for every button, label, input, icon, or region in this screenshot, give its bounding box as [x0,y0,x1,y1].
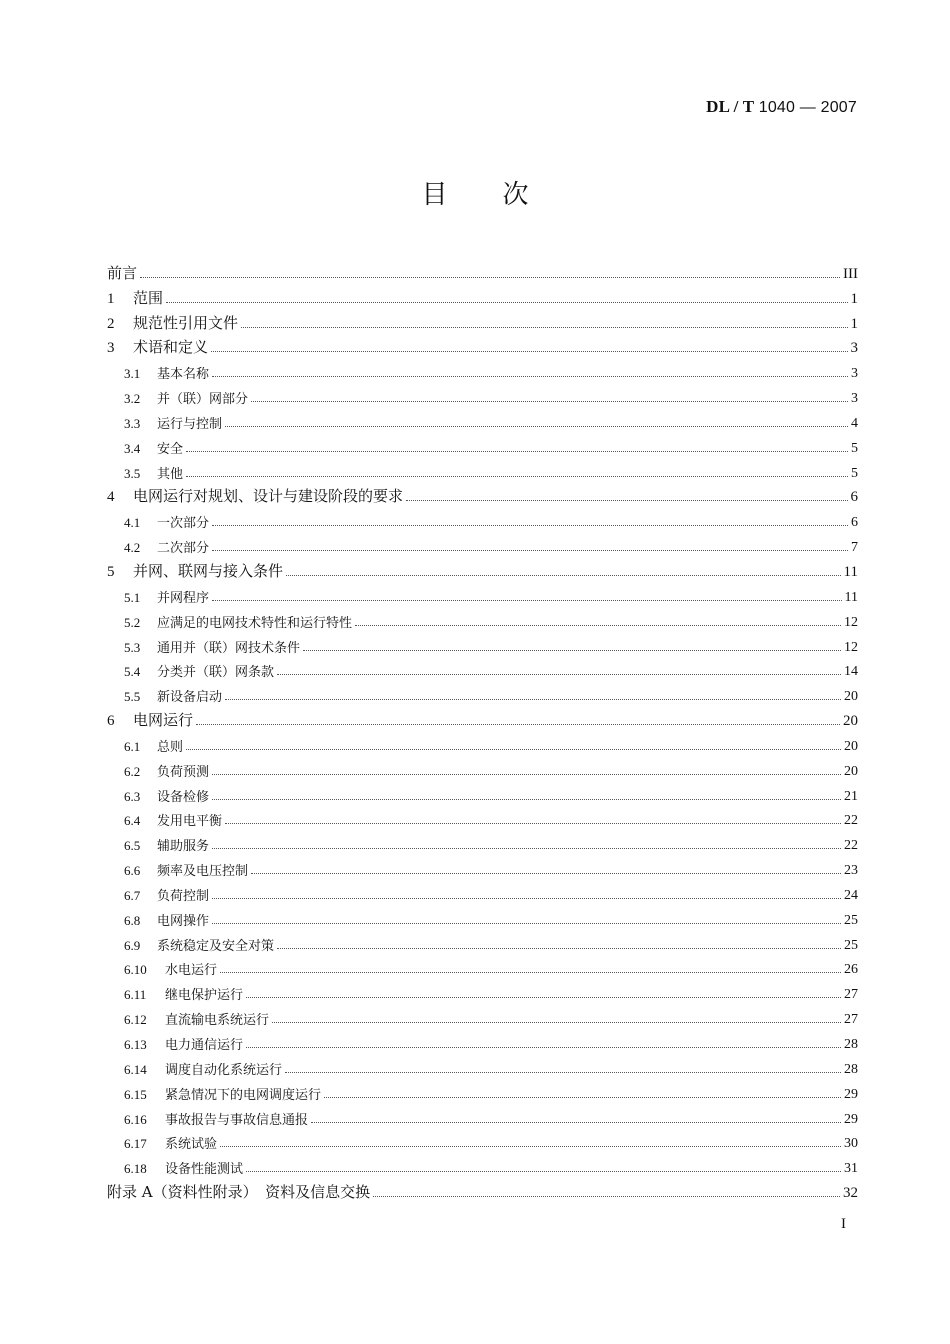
toc-entry-number: 4 [107,489,115,506]
toc-entry[interactable] [107,1103,858,1128]
toc-entry-page: 6 [851,515,858,531]
toc-entry[interactable] [107,780,858,805]
toc-entry-label: 二次部分 [157,541,210,557]
toc-entry-number: 5.3 [124,639,141,655]
toc-entry[interactable] [107,606,858,631]
toc-entry-number: 5.1 [124,589,141,605]
toc-leader-dots [212,847,841,849]
toc-entry-number: 3.3 [124,415,141,431]
toc-entry-label: 并（联）网部分 [157,392,249,408]
toc-entry-number: 6.1 [124,738,141,754]
toc-entry-page: 27 [844,1012,858,1028]
toc-leader-dots [251,872,841,874]
toc-leader-dots [196,723,840,725]
page-number: I [841,1216,846,1232]
toc-entry[interactable] [107,581,858,606]
toc-entry[interactable] [107,258,858,283]
toc-leader-dots [211,350,847,352]
standard-number: 1040 — 2007 [758,99,857,116]
toc-entry-number: 6.10 [124,962,147,978]
toc-entry-label: 系统试验 [165,1137,218,1153]
toc-entry-number: 6 [107,713,115,730]
toc-entry-number: 3.2 [124,391,141,407]
toc-leader-dots [277,673,841,675]
toc-leader-dots [212,599,842,601]
toc-leader-dots [406,499,847,501]
toc-leader-dots [311,1121,841,1123]
toc-leader-dots [212,922,841,924]
toc-leader-dots [355,624,841,626]
toc-entry[interactable] [107,879,858,904]
toc-entry[interactable] [107,1152,858,1177]
toc-entry-page: 26 [844,962,858,978]
toc-entry[interactable] [107,656,858,681]
toc-entry-label: 并网程序 [157,590,210,606]
toc-entry-label: 发用电平衡 [157,814,223,830]
toc-entry[interactable] [107,333,858,358]
toc-entry-label: 前言 [107,263,138,282]
toc-entry-number: 6.3 [124,788,141,804]
toc-entry-label: 范围 [133,288,164,307]
toc-entry-label: 通用并（联）网技术条件 [157,640,301,656]
toc-entry-label: 电力通信运行 [165,1038,244,1053]
toc-entry-label: 电网操作 [157,913,210,929]
toc-leader-dots [212,897,841,899]
toc-leader-dots [220,971,841,973]
toc-leader-dots [272,1021,841,1023]
toc-entry-page: 20 [844,689,858,705]
toc-entry[interactable] [107,929,858,954]
toc-entry-label: 基本名称 [157,367,210,383]
toc-leader-dots [186,450,848,452]
toc-leader-dots [225,698,841,700]
toc-entry[interactable] [107,506,858,531]
toc-entry-label: 电网运行 [133,711,194,730]
toc-leader-dots [225,822,841,824]
toc-entry-page: 11 [844,589,858,605]
toc-entry-label: 直流输电系统运行 [165,1013,270,1029]
toc-leader-dots [220,1145,841,1147]
toc-leader-dots [303,649,841,651]
toc-entry-page: 3 [850,340,858,357]
toc-entry-label: 设备检修 [157,789,210,805]
toc-leader-dots [186,748,841,750]
toc-entry-number: 6.16 [124,1111,147,1127]
toc-entry-page: 3 [851,391,858,407]
standard-code [706,97,857,117]
toc-entry-number: 6.13 [124,1037,147,1052]
toc-leader-dots [373,1195,840,1197]
toc-entry-label: 继电保护运行 [165,988,244,1004]
toc-entry-page: 28 [844,1061,858,1077]
toc-leader-dots [186,475,848,477]
toc-entry[interactable] [107,556,858,581]
toc-entry-number: 6.7 [124,887,141,903]
toc-entry-label: 调度自动化系统运行 [165,1062,283,1078]
toc-entry[interactable] [107,283,858,308]
toc-entry-number: 6.6 [124,863,141,879]
toc-leader-dots [212,375,848,377]
toc-entry[interactable] [107,705,858,730]
page-title: 目次 [421,180,584,210]
toc-entry-number: 6.12 [124,1012,147,1028]
toc-entry[interactable] [107,1003,858,1028]
toc-entry[interactable] [107,407,858,432]
toc-entry-number: 6.17 [124,1136,147,1152]
toc-entry-number: 6.18 [124,1161,147,1177]
toc-leader-dots [212,798,841,800]
toc-entry[interactable] [107,457,858,482]
toc-entry-number: 6.14 [124,1061,147,1077]
toc-entry-label: 设备性能测试 [165,1162,244,1178]
toc-entry-number: 5.5 [124,689,141,705]
toc-entry[interactable] [107,1028,858,1053]
toc-entry-page: 5 [851,465,858,481]
table-of-contents [107,258,858,1202]
toc-entry[interactable] [107,432,858,457]
toc-entry-label: 负荷控制 [157,888,210,904]
toc-entry-page: 22 [844,838,858,854]
toc-entry[interactable] [107,730,858,755]
toc-leader-dots [246,996,841,998]
toc-entry[interactable] [107,680,858,705]
toc-entry-page: 20 [844,738,858,754]
toc-entry[interactable] [107,382,858,407]
toc-entry-page: 3 [851,366,858,382]
toc-entry-label: 新设备启动 [157,690,223,706]
toc-entry-label: 分类并（联）网条款 [157,665,275,681]
toc-entry[interactable] [107,854,858,879]
toc-entry[interactable] [107,308,858,333]
toc-leader-dots [285,1071,841,1073]
toc-leader-dots [277,947,841,949]
toc-entry-number: 5.4 [124,664,141,680]
toc-entry-page: 30 [844,1136,858,1152]
toc-entry[interactable] [107,954,858,979]
toc-entry-page: 1 [850,290,858,307]
toc-leader-dots [246,1046,841,1048]
toc-entry-page: 25 [844,912,858,928]
toc-entry-number: 6.9 [124,937,141,953]
toc-entry-page: 20 [844,763,858,779]
toc-entry[interactable] [107,755,858,780]
toc-leader-dots [241,326,847,328]
toc-entry-label: 事故报告与事故信息通报 [165,1112,309,1128]
toc-leader-dots [225,425,848,427]
toc-entry-number: 3.5 [124,465,141,481]
toc-entry-label: 一次部分 [157,516,210,532]
toc-entry-page: 21 [844,788,858,804]
toc-entry-label: 水电运行 [165,963,218,979]
toc-leader-dots [212,549,848,551]
toc-entry-page: 24 [844,887,858,903]
toc-entry-page: 12 [844,639,858,655]
toc-leader-dots [212,524,848,526]
toc-entry-page: 1 [850,315,858,332]
toc-entry-page: 12 [844,614,858,630]
toc-entry-page: 4 [851,415,858,431]
toc-entry-page: 14 [844,664,858,680]
toc-entry-page: III [843,265,858,282]
toc-entry-label: 运行与控制 [157,416,223,432]
toc-entry-page: 29 [844,1086,858,1102]
toc-entry-page: 28 [844,1037,858,1052]
toc-entry-number: 6.11 [124,987,147,1003]
toc-entry[interactable] [107,1128,858,1153]
toc-entry-label: 其他 [157,466,184,482]
toc-entry-number: 3.1 [124,366,141,382]
toc-entry-page: 27 [844,987,858,1003]
toc-entry[interactable] [107,978,858,1003]
toc-entry-page: 11 [843,563,858,580]
toc-entry-label: 应满足的电网技术特性和运行特性 [157,615,353,631]
toc-leader-dots [286,574,841,576]
toc-entry[interactable] [107,631,858,656]
toc-entry[interactable] [107,357,858,382]
toc-entry-page: 5 [851,440,858,456]
toc-entry-number: 6.8 [124,912,141,928]
toc-entry[interactable] [107,531,858,556]
toc-entry-number: 6.15 [124,1086,147,1102]
toc-entry-label: 频率及电压控制 [157,864,249,880]
toc-entry-label: 负荷预测 [157,764,210,780]
toc-entry-page: 31 [844,1161,858,1177]
toc-entry-number: 3.4 [124,440,141,456]
toc-entry-label: 安全 [157,441,184,457]
toc-entry-label: 规范性引用文件 [133,313,239,332]
toc-entry-page: 29 [844,1111,858,1127]
toc-leader-dots [212,773,841,775]
toc-entry-number: 6.2 [124,763,141,779]
toc-entry-number: 1 [107,290,115,307]
toc-entry[interactable] [107,829,858,854]
toc-entry-label: 附录 A（资料性附录） 资料及信息交换 [107,1183,371,1202]
toc-entry-page: 32 [843,1185,858,1202]
toc-entry-label: 并网、联网与接入条件 [133,561,284,580]
toc-entry-page: 20 [843,713,858,730]
toc-entry-page: 25 [844,937,858,953]
toc-entry-label: 电网运行对规划、设计与建设阶段的要求 [133,487,404,506]
toc-entry-number: 5.2 [124,614,141,630]
toc-entry-page: 6 [850,489,858,506]
toc-entry-number: 6.4 [124,813,141,829]
toc-entry[interactable] [107,1053,858,1078]
toc-entry-label: 术语和定义 [133,338,209,357]
toc-entry-number: 4.1 [124,515,141,531]
toc-entry-number: 4.2 [124,540,141,556]
toc-leader-dots [324,1096,841,1098]
toc-entry[interactable] [107,1177,858,1202]
toc-entry[interactable] [107,1078,858,1103]
toc-entry-number: 5 [107,563,115,580]
toc-leader-dots [251,400,848,402]
toc-entry-page: 22 [844,813,858,829]
toc-entry-label: 系统稳定及安全对策 [157,938,275,954]
toc-entry[interactable] [107,805,858,830]
toc-entry-page: 23 [844,863,858,879]
toc-entry[interactable] [107,482,858,507]
toc-entry-label: 紧急情况下的电网调度运行 [165,1087,322,1103]
toc-entry-page: 7 [851,540,858,556]
toc-leader-dots [140,276,840,278]
toc-entry-number: 2 [107,315,115,332]
toc-entry-label: 辅助服务 [157,839,210,855]
standard-prefix: DL / T [706,97,755,116]
toc-entry-number: 3 [107,340,115,357]
toc-entry-number: 6.5 [124,838,141,854]
toc-leader-dots [246,1170,841,1172]
toc-entry-label: 总则 [157,739,184,755]
toc-leader-dots [166,301,847,303]
toc-entry[interactable] [107,904,858,929]
